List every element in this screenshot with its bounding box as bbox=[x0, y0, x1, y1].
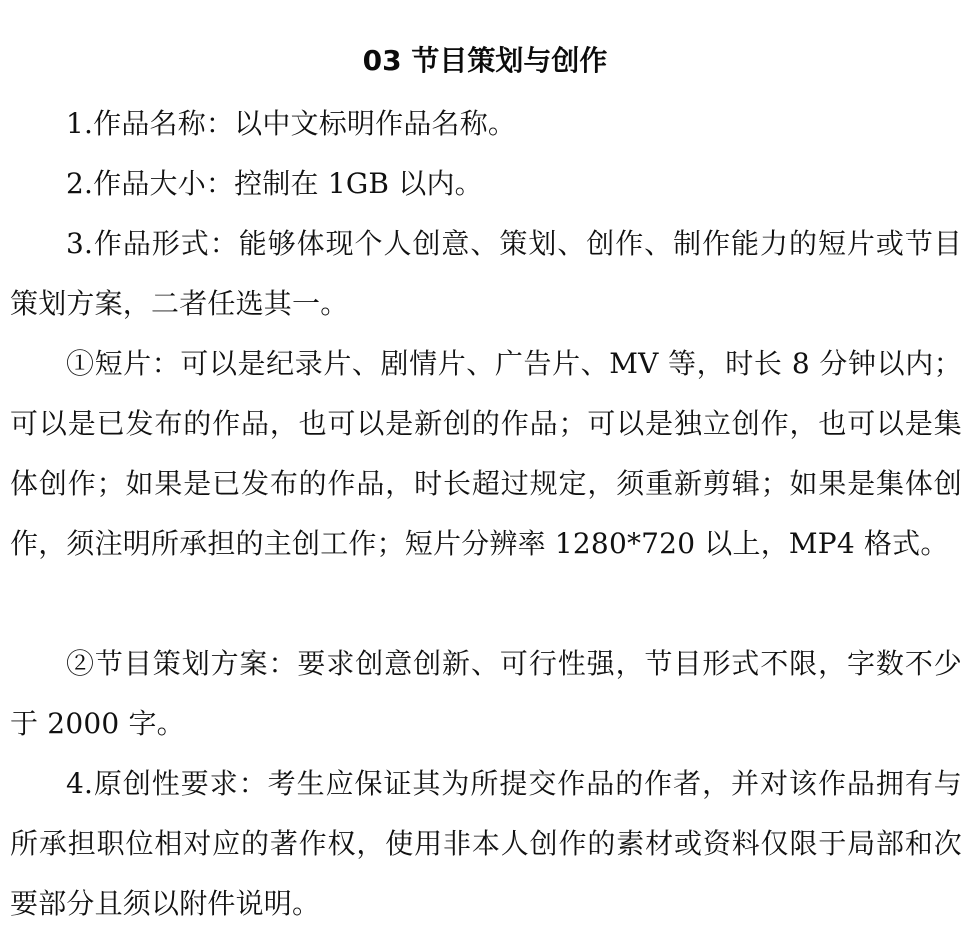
paragraph-work-format: 3.作品形式：能够体现个人创意、策划、创作、制作能力的短片或节目策划方案，二者任选其一。 bbox=[10, 227, 962, 320]
paragraph-program-plan: ②节目策划方案：要求创意创新、可行性强，节目形式不限，字数不少于 2000 字。 bbox=[10, 647, 962, 740]
paragraph-originality: 4.原创性要求：考生应保证其为所提交作品的作者，并对该作品拥有与所承担职位相对应的著作权，使用非本人创作的素材或资料仅限于局部和次要部分且须以附件说明。 bbox=[10, 767, 962, 920]
paragraph-work-size: 2.作品大小：控制在 1GB 以内。 bbox=[66, 167, 483, 200]
paragraph-work-name: 1.作品名称：以中文标明作品名称。 bbox=[66, 107, 517, 140]
section-title: 03 节目策划与创作 bbox=[362, 44, 608, 77]
paragraph-short-film: ①短片：可以是纪录片、剧情片、广告片、MV 等，时长 8 分钟以内；可以是已发布的作品，也可以是新创的作品；可以是独立创作，也可以是集体创作；如果是已发布的作品，时长超过规定，须重新剪辑；如果是集体创作，须注明所承担的主创工作；短片分辨率 1280*720 以上，MP4 格式。 bbox=[10, 347, 962, 560]
